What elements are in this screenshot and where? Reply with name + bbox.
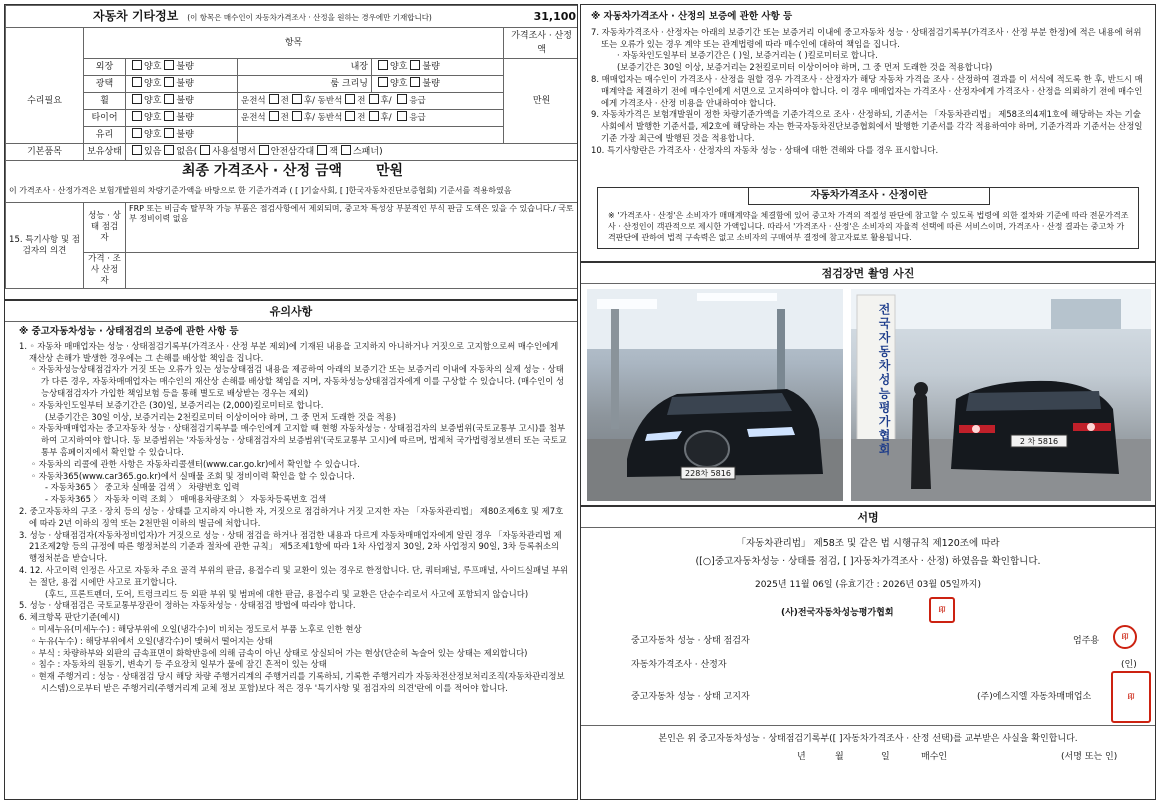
repair-needed-label: 수리필요	[6, 59, 84, 144]
note-item: ◦ 침수 : 자동차의 원동기, 변속기 등 주요장치 일부가 물에 잠긴 흔적이 있는 상태	[31, 659, 327, 670]
driver-label: 운전석	[241, 113, 266, 123]
wheel-driver-front-checkbox[interactable]	[269, 94, 279, 104]
signature-panel	[580, 506, 1156, 800]
price-appraiser-opinion	[126, 253, 579, 289]
tire-bad-checkbox[interactable]	[164, 111, 174, 121]
car-rear-image	[851, 289, 1151, 501]
good-label: 양호	[144, 62, 162, 72]
note-item: 4. 12. 사고이력 인정은 사고로 자동차 주요 골격 부위의 판금, 용접수리 및 교환이 있는 경우로 한정합니다. 단, 쿼터패널, 루프패널, 사이드실패널 부위는 절단, 용접 시에만 사고로 표기합니다.	[19, 564, 569, 587]
dealer-seal: 印	[1111, 671, 1151, 723]
good-label: 양호	[144, 96, 162, 106]
association-pillar-text: 전국자동차성능평가협회	[877, 303, 891, 457]
notifier-name: (주)에스지엘 자동차매매업소	[977, 692, 1092, 702]
room-bad-checkbox[interactable]	[410, 77, 420, 87]
plate-rear: 2 차 5816	[1019, 437, 1059, 446]
exterior-bad-checkbox[interactable]	[164, 60, 174, 70]
front-label: 전	[280, 113, 289, 123]
room-clean-label: 룸 크리닝	[238, 76, 372, 93]
note-item: 2. 중고자동차의 구조 · 장치 등의 성능 · 상태를 고지하지 아니한 자, 거짓으로 점검하거나 거짓 고지한 자는 「자동차관리법」 제80조제6호 및 제7호에 따라 2년 이하의 징역 또는 2천만원 이하의 벌금에 처합니다.	[19, 505, 564, 528]
vehicle-other-info-panel	[4, 4, 578, 300]
price-definition-box	[597, 187, 1139, 249]
note-item: (후드, 프론트펜더, 도어, 트렁크리드 등 외판 부위 및 범퍼에 대한 판금, 용접수리 및 교환은 단순수리로서 사고에 포함되지 않습니다)	[45, 588, 529, 599]
manual-checkbox[interactable]	[200, 145, 210, 155]
receipt-confirmation: 본인은 위 중고자동차성능 · 상태점검기록부([ ]자동차가격조사 · 산정 선택)를 교부받은 사실을 확인합니다.	[658, 734, 1078, 744]
notes-body	[5, 322, 577, 695]
triangle-checkbox[interactable]	[259, 145, 269, 155]
wheel-bad-checkbox[interactable]	[164, 94, 174, 104]
spare-label: 응급	[409, 113, 426, 123]
basic-have-checkbox[interactable]	[132, 145, 142, 155]
front-label: 전	[357, 113, 366, 123]
good-label: 양호	[144, 130, 162, 140]
perf-inspector-opinion: FRP 또는 비금속 탈부착 가능 부품은 점검사항에서 제외되며, 중고차 특성상 부분적인 부식 판금 도색은 있을 수 있습니다./ 국토부 정비이력 없음	[126, 203, 579, 253]
interior-bad-checkbox[interactable]	[410, 60, 420, 70]
other-info-title: 자동차 기타정보	[93, 8, 179, 23]
tire-driver-rear-checkbox[interactable]	[292, 111, 302, 121]
front-label: 전	[280, 96, 289, 106]
glass-label: 유리	[84, 127, 126, 144]
notes-panel	[4, 300, 578, 800]
exterior-good-checkbox[interactable]	[132, 60, 142, 70]
good-label: 양호	[390, 79, 408, 89]
signature-divider	[581, 725, 1155, 726]
interior-label: 내장	[238, 59, 372, 76]
won-unit: 만원	[504, 59, 578, 144]
final-price-unit: 만원	[376, 163, 404, 179]
appraiser-label: 자동차가격조사 · 산정자	[631, 660, 727, 670]
bad-label: 불량	[176, 79, 194, 89]
bad-label: 불량	[176, 130, 194, 140]
glass-good-checkbox[interactable]	[132, 128, 142, 138]
confirm-line: ([○]중고자동차성능 · 상태를 점검, [ ]자동차가격조사 · 산정) 하였음을 확인합니다.	[695, 556, 1041, 567]
year-label: 년	[797, 752, 806, 762]
gloss-bad-checkbox[interactable]	[164, 77, 174, 87]
driver-label: 운전석	[241, 96, 266, 106]
special-notes-label: 15. 특기사항 및 점검자의 의견	[6, 203, 84, 289]
validity-date: 2025년 11월 06일 (유효기간 : 2026년 03월 05일까지)	[754, 580, 982, 590]
good-label: 양호	[390, 62, 408, 72]
perf-inspector-label: 성능 · 상태 점검자	[84, 203, 126, 253]
price-definition-text: ※ '가격조사 · 산정'은 소비자가 매매계약을 체결함에 있어 중고차 가격의 적절성 판단에 참고할 수 있도록 법령에 의한 절차와 기준에 따라 전문가격조사 · 산정인이 객관적으로 제시한 가액입니다. 따라서 '가격조사 · 산정'은 소비자의 자율적 선택에 따른 서비스이며, 가격조사 · 산정 결과는 중고차 가격판단에 관하여 법적 구속력은 없고 소비자의 구매여부 결정에 참고자료로 활용됩니다.	[608, 211, 1129, 242]
wheel-good-checkbox[interactable]	[132, 94, 142, 104]
buyer-label: 매수인	[921, 752, 948, 762]
inspector-seal: 印	[1113, 625, 1137, 649]
inspection-photo-front	[587, 289, 843, 501]
inspection-photo-rear	[851, 289, 1151, 501]
spanner-label: 스패너	[352, 147, 380, 157]
final-price-desc: 이 가격조사 · 산정가격은 보험개발원의 차량기준가액을 바탕으로 한 기준가격과 ( [ ]기술사회, [ ]한국자동차진단보증협회) 기준서를 적용하였음	[9, 186, 512, 195]
car-front-image	[587, 289, 843, 501]
day-label: 일	[881, 752, 890, 762]
inspector-name: 엄주용	[1073, 636, 1100, 646]
tire-pass-rear-checkbox[interactable]	[369, 111, 379, 121]
note-item: (보증기간은 30일 이상, 보증거리는 2천킬로미터 이상이어야 하며, 그 중 먼저 도래한 것을 적용)	[45, 411, 397, 422]
tire-spare-checkbox[interactable]	[397, 111, 407, 121]
note-item: ◦ 자동차성능상태점검자가 거짓 또는 오류가 있는 성능상태점검 내용을 제공하여 아래의 보증기간 또는 보증거리 이내에 자동차의 실제 성능 · 상태가 다른 경우, 자동차매매업자는 매수인의 재산상 손해를 배상할 책임을 지며, 자동차성능상태점검자에게 이를 구상할 수 있습니다. (매수인이 성능상태점검자가 가입한 책임보험 등을 통해 별도로 배상받는 경우는 제외)	[31, 364, 565, 398]
exterior-label: 외장	[84, 59, 126, 76]
gloss-label: 광택	[84, 76, 126, 93]
rear-label: 후	[303, 96, 313, 106]
notes-subtitle: ※ 중고자동차성능 · 상태점검의 보증에 관한 사항 등	[19, 326, 239, 337]
note-item: - 자동차365 〉 자동차 이력 조회 〉 매매용차량조회 〉 자동차등록번호 검색	[45, 494, 327, 505]
final-price-title: 최종 가격조사 · 산정 금액	[181, 163, 343, 179]
note-item: ◦ 현재 주행거리 : 성능 · 상태점검 당시 해당 차량 주행거리계의 주행거리를 기록하되, 기록한 주행거리가 자동차전산정보처리조직(자동차관리정보시스템)으로부터 받은 주행거리(주행거리계 교체 정보 포함)보다 적은 경우 '특기사항 및 점검자의 의견'란에 이를 적어야 합니다.	[31, 671, 565, 693]
interior-good-checkbox[interactable]	[378, 60, 388, 70]
spare-label: 응급	[409, 96, 426, 106]
note-item: ◦ 누유(누수) : 해당부위에서 오일(냉각수)이 맺혀서 떨어지는 상태	[31, 635, 273, 646]
bad-label: 불량	[176, 113, 194, 123]
signature-title: 서명	[581, 507, 1155, 528]
tire-label: 타이어	[84, 110, 126, 127]
column-item-header: 항목	[84, 28, 504, 59]
front-label: 전	[357, 96, 366, 106]
note-item: ◦ 자동차365(www.car365.go.kr)에서 실매물 조회 및 정비이력 확인을 할 수 있습니다.	[31, 470, 355, 481]
photo-panel	[580, 262, 1156, 506]
bad-label: 불량	[176, 96, 194, 106]
price-definition-title: 자동차가격조사 · 산정이란	[748, 187, 990, 205]
spanner-checkbox[interactable]	[341, 145, 351, 155]
inspector-label: 중고자동차 성능 · 상태 점검자	[631, 636, 750, 646]
price-appraiser-label: 가격 · 조사 산정자	[84, 253, 126, 289]
note-item: 5. 성능 · 상태점검은 국토교통부장관이 정하는 자동차성능 · 상태점검 방법에 따라야 합니다.	[19, 600, 356, 611]
wheel-label: 휠	[84, 93, 126, 110]
gloss-good-checkbox[interactable]	[132, 77, 142, 87]
association-name: (사)전국자동차성능평가협회	[781, 608, 894, 618]
rear-label: 후	[380, 96, 389, 106]
note-item: - 자동차365 〉 중고차 실매물 검색 〉 차량번호 입력	[45, 482, 240, 493]
basic-none-checkbox[interactable]	[164, 145, 174, 155]
plate-front: 228차 5816	[685, 469, 731, 478]
association-seal: 印	[929, 597, 955, 623]
bad-label: 불량	[176, 62, 194, 72]
month-label: 월	[835, 752, 844, 762]
note-item: ◦ 자동차의 리콜에 관한 사항은 자동차리콜센터(www.car.go.kr)에서 확인할 수 있습니다.	[31, 458, 360, 469]
note-item: ◦ 부식 : 차량하부와 외판의 금속표면이 화학반응에 의해 금속이 아닌 상태로 상실되어 가는 현상(단순히 녹슬어 있는 상태는 제외합니다)	[31, 647, 528, 658]
price-warranty-panel	[580, 4, 1156, 262]
wheel-spare-checkbox[interactable]	[397, 94, 407, 104]
note-item: ◦ 미세누유(미세누수) : 해당부위에 오일(냉각수)이 비치는 정도로서 부품 노후로 인한 현상	[31, 623, 362, 634]
notes-list	[19, 341, 569, 695]
warranty-list	[591, 27, 1147, 157]
manual-label: 사용설명서	[212, 147, 256, 157]
have-label: 있음	[144, 147, 162, 157]
basic-state-label: 보유상태	[84, 144, 126, 161]
glass-bad-checkbox[interactable]	[164, 128, 174, 138]
note-item: 3. 성능 · 상태점검자(자동차정비업자)가 거짓으로 성능 · 상태 점검을 하거나 점검한 내용과 다르게 자동차매매업자에게 알린 경우 「자동차관리법 제21조제2항 등의 규정에 따른 행정처분의 기준과 절차에 관한 규칙」 제5조제1항에 따라 1차 사업정지 30일, 2차 사업정지 90일, 3차 등록취소의 행정처분을 받습니다.	[19, 529, 562, 564]
note-item: ◦ 자동차인도일부터 보증기간은 (30)일, 보증거리는 (2,000)킬로미터로 합니다.	[31, 399, 324, 410]
wheel-driver-rear-checkbox[interactable]	[292, 94, 302, 104]
none-label: 없음	[176, 147, 194, 157]
note-item: 10. 특기사항란은 가격조사 · 산정자의 자동차 성능 · 상태에 대한 견해와 다를 경우 표시합니다.	[591, 144, 939, 155]
note-item: 8. 매매업자는 매수인이 가격조사 · 산정을 원할 경우 가격조사 · 산정자가 해당 자동차 가격을 조사 · 산정하여 결과를 이 서식에 적도록 한 후, 반드시 매매계약을 체결하기 전에 매수인에게 서면으로 고지하여야 합니다. 이 경우 매매업자는 가격조사 · 산정자에게 가격조사 · 산정을 의뢰하기 전에 매수인에게 가격조사 · 산정 비용을 안내하여야 합니다.	[591, 73, 1143, 108]
note-item: 9. 자동차가격은 보험개발원이 정한 차량기준가액을 기준가격으로 조사 · 산정하되, 기준서는 「자동차관리법」 제58조의4제1호에 해당하는 자는 기술사회에서 발행한 기준서를, 제2호에 해당하는 자는 한국자동차진단보증협회에서 발행한 기준서를 각각 적용하여야 하며, 기준가격과 기준서는 산정일 기준 가장 최근에 발행된 것을 적용합니다.	[591, 109, 1143, 143]
tire-good-checkbox[interactable]	[132, 111, 142, 121]
good-label: 양호	[144, 79, 162, 89]
note-item: 1. ◦ 자동차 매매업자는 성능 · 상태점검기록부(가격조사 · 산정 부분 제외)에 기재된 내용을 고지하지 아니하거나 거짓으로 고지함으로써 매수인에게 재산상 손해가 발생한 경우에는 그 손해를 배상할 책임을 집니다.	[19, 340, 559, 363]
jack-checkbox[interactable]	[317, 145, 327, 155]
other-info-table: 자동차 기타정보 (이 항목은 매수인이 자동차가격조사 · 산정을 원하는 경우에만 기재합니다) 31,100 항목 가격조사 · 산정액 수리필요 외장 양호 불량 내장 양호 불량 만원 광택 양호 불량 룸 크리닝 양호 불량 휠 양호 불량 운전석 전 후/ 동반석 전 후/ 응급 타이어 양호 불량 운전석 전 후/ 동반석 전 후/ 응급 유리 양호 불량 기본품목 보유상태 있음 없음( 사용설명서 안전삼각대 잭 스패너) 최종 가격조사 · 산정 금액 만원 이 가격조사 · 산정가격은 보험개발원의 차량기준가액을 바탕으로 한 기준가격과 ( [ ]기술사회, [ ]한국자동차진단보증협회) 기준서를 적용하였음 15. 특기사항 및 점검자의 의견 성능 · 상태 점검자 FRP 또는 비금속 탈부착 가능 부품은 점검사항에서 제외되며, 중고차 특성상 부분적인 부식 판금 도색은 있을 수 있습니다./ 국토부 정비이력 없음 가격 · 조사 산정자	[5, 5, 578, 289]
tire-driver-front-checkbox[interactable]	[269, 111, 279, 121]
bad-label: 불량	[422, 79, 440, 89]
wheel-pass-rear-checkbox[interactable]	[369, 94, 379, 104]
rear-label: 후	[303, 113, 313, 123]
note-item: (보증기간은 30일 이상, 보증거리는 2천킬로미터 이상이어야 하며, 그 중 먼저 도래한 것을 적용합니다)	[617, 62, 993, 73]
bad-label: 불량	[422, 62, 440, 72]
basic-items-label: 기본품목	[6, 144, 84, 161]
column-price-header: 가격조사 · 산정액	[504, 28, 578, 59]
tire-pass-front-checkbox[interactable]	[345, 111, 355, 121]
other-info-note: (이 항목은 매수인이 자동차가격조사 · 산정을 원하는 경우에만 기재합니다)	[187, 12, 432, 22]
passenger-label: 동반석	[317, 96, 343, 106]
note-item: 7. 자동차가격조사 · 산정자는 아래의 보증기간 또는 보증거리 이내에 중고자동차 성능 · 상태점검기록부(가격조사 · 산정 부분 한정)에 적은 내용에 허위 또는 오류가 있는 경우 계약 또는 관계법령에 따라 매수인에 대하여 책임을 집니다.	[591, 26, 1142, 49]
room-good-checkbox[interactable]	[378, 77, 388, 87]
passenger-label: 동반석	[317, 113, 343, 123]
rear-label: 후	[380, 113, 389, 123]
notifier-label: 중고자동차 성능 · 상태 고지자	[631, 692, 750, 702]
appraiser-seal-mark: (인)	[1121, 660, 1137, 670]
good-label: 양호	[144, 113, 162, 123]
note-item: ◦ 자동차매매업자는 중고자동차 성능 · 상태점검기록부를 매수인에게 고지할 때 현행 자동차성능 · 상태점검자의 보증범위(국토교통부 고시)를 첨부하여 고지하여야 합니다. 동 보증범위는 '자동차성능 · 상태점검자의 보증범위'(국토교통부 고시)에 따르며, 법제처 국가법령정보센터 또는 국토교통부 홈페이지에서 확인할 수 있습니다.	[31, 423, 567, 457]
other-info-amount: 31,100	[504, 6, 578, 28]
law-line: 「자동차관리법」 제58조 및 같은 법 시행규칙 제120조에 따라	[736, 538, 1000, 549]
notes-title: 유의사항	[5, 301, 577, 322]
price-warranty-title: ※ 자동차가격조사 · 산정의 보증에 관한 사항 등	[591, 11, 793, 22]
wheel-pass-front-checkbox[interactable]	[345, 94, 355, 104]
jack-label: 잭	[329, 147, 338, 157]
note-item: · 자동차인도일부터 보증기간은 ( )일, 보증거리는 ( )킬로미터로 합니다.	[617, 50, 878, 61]
buyer-sign-mark: (서명 또는 인)	[1061, 752, 1118, 762]
photo-title: 점검장면 촬영 사진	[581, 263, 1155, 284]
note-item: 6. 체크항목 판단기준(예시)	[19, 612, 120, 623]
triangle-label: 안전삼각대	[270, 147, 315, 157]
